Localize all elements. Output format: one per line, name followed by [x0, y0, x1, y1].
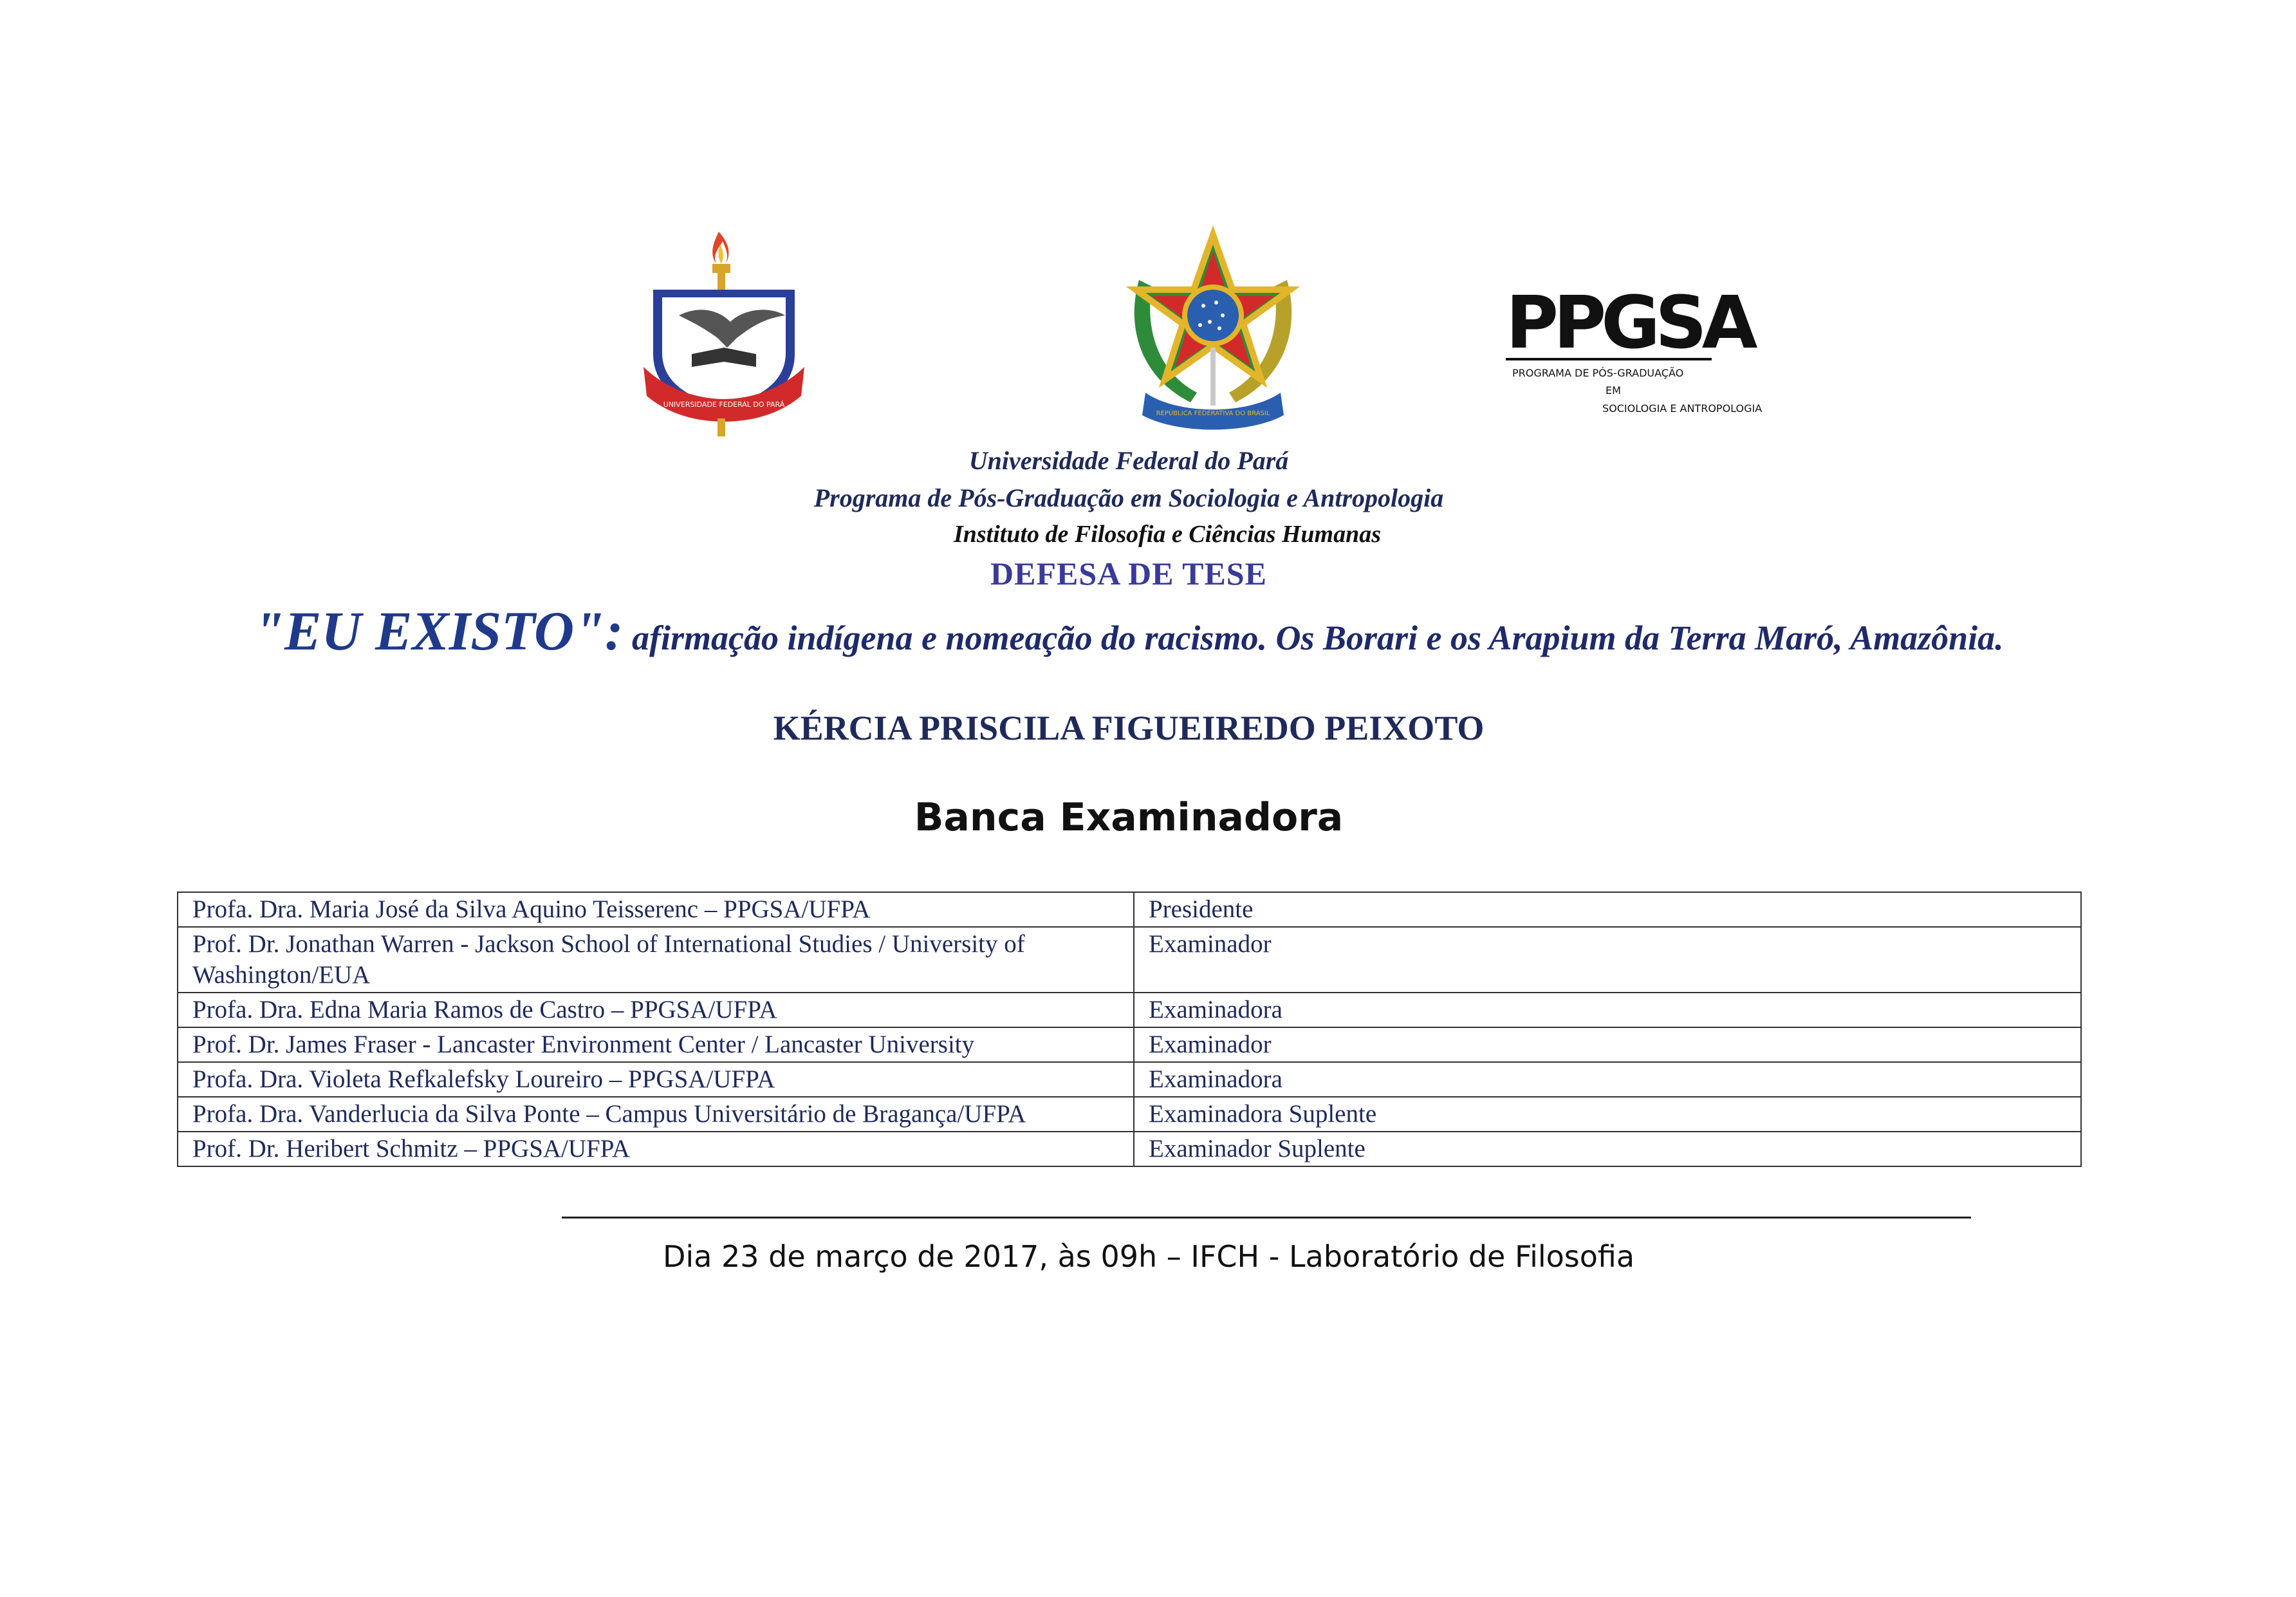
committee-role: Examinadora Suplente — [1134, 1097, 2081, 1132]
committee-member: Profa. Dra. Maria José da Silva Aquino Teisserenc – PPGSA/UFPA — [178, 892, 1134, 927]
table-row — [178, 1097, 2081, 1132]
table-row — [178, 1062, 2081, 1097]
footer-divider — [562, 1217, 1971, 1219]
committee-role: Examinadora — [1134, 1062, 2081, 1097]
university-name: Universidade Federal do Pará — [968, 446, 1289, 475]
brasil-coat-of-arms — [1120, 229, 1306, 434]
committee-table — [177, 892, 2082, 1167]
institute-name: Instituto de Filosofia e Ciências Humanas — [953, 521, 1382, 548]
committee-role: Examinador — [1134, 927, 2081, 993]
committee-heading: Banca Examinadora — [914, 795, 1344, 840]
event-date-location: Dia 23 de março de 2017, às 09h – IFCH - Laboratório de Filosofia — [663, 1239, 1635, 1274]
ufpa-logo — [640, 225, 808, 438]
table-row — [178, 927, 2081, 993]
committee-role: Examinadora — [1134, 993, 2081, 1027]
ppgsa-sub-line-3: SOCIOLOGIA E ANTROPOLOGIA — [1602, 402, 1763, 415]
committee-member: Profa. Dra. Violeta Refkalefsky Loureiro – PPGSA/UFPA — [178, 1062, 1134, 1097]
brasil-ribbon-text: REPÚBLICA FEDERATIVA DO BRASIL — [1156, 410, 1270, 417]
program-name: Programa de Pós-Graduação em Sociologia e Antropologia — [813, 483, 1444, 512]
committee-role: Examinador Suplente — [1134, 1132, 2081, 1166]
committee-role: Presidente — [1134, 892, 2081, 927]
committee-member: Prof. Dr. Jonathan Warren - Jackson School of International Studies / University of Washington/EUA — [178, 927, 1134, 993]
ppgsa-sub-line-2: EM — [1606, 384, 1621, 397]
ppgsa-logo — [1506, 277, 1763, 425]
committee-role: Examinador — [1134, 1027, 2081, 1062]
table-row — [178, 1027, 2081, 1062]
ufpa-ribbon-text: UNIVERSIDADE FEDERAL DO PARÁ — [663, 400, 785, 409]
table-row — [178, 1132, 2081, 1166]
thesis-title-lead: "EU EXISTO": — [254, 600, 624, 662]
thesis-title-rest: afirmação indígena e nomeação do racismo. Os Borari e os Arapium da Terra Maró, Amazônia. — [623, 619, 2004, 657]
committee-member: Profa. Dra. Edna Maria Ramos de Castro – PPGSA/UFPA — [178, 993, 1134, 1027]
author-name: KÉRCIA PRISCILA FIGUEIREDO PEIXOTO — [773, 709, 1485, 747]
ppgsa-logo-text: PPGSA — [1506, 281, 1753, 365]
ppgsa-sub-line-1: PROGRAMA DE PÓS-GRADUAÇÃO — [1512, 367, 1684, 379]
thesis-title — [0, 599, 2257, 663]
committee-member: Profa. Dra. Vanderlucia da Silva Ponte – Campus Universitário de Bragança/UFPA — [178, 1097, 1134, 1132]
event-label: DEFESA DE TESE — [990, 556, 1267, 592]
committee-member: Prof. Dr. James Fraser - Lancaster Environment Center / Lancaster University — [178, 1027, 1134, 1062]
table-row — [178, 993, 2081, 1027]
table-row — [178, 892, 2081, 927]
committee-member: Prof. Dr. Heribert Schmitz – PPGSA/UFPA — [178, 1132, 1134, 1166]
